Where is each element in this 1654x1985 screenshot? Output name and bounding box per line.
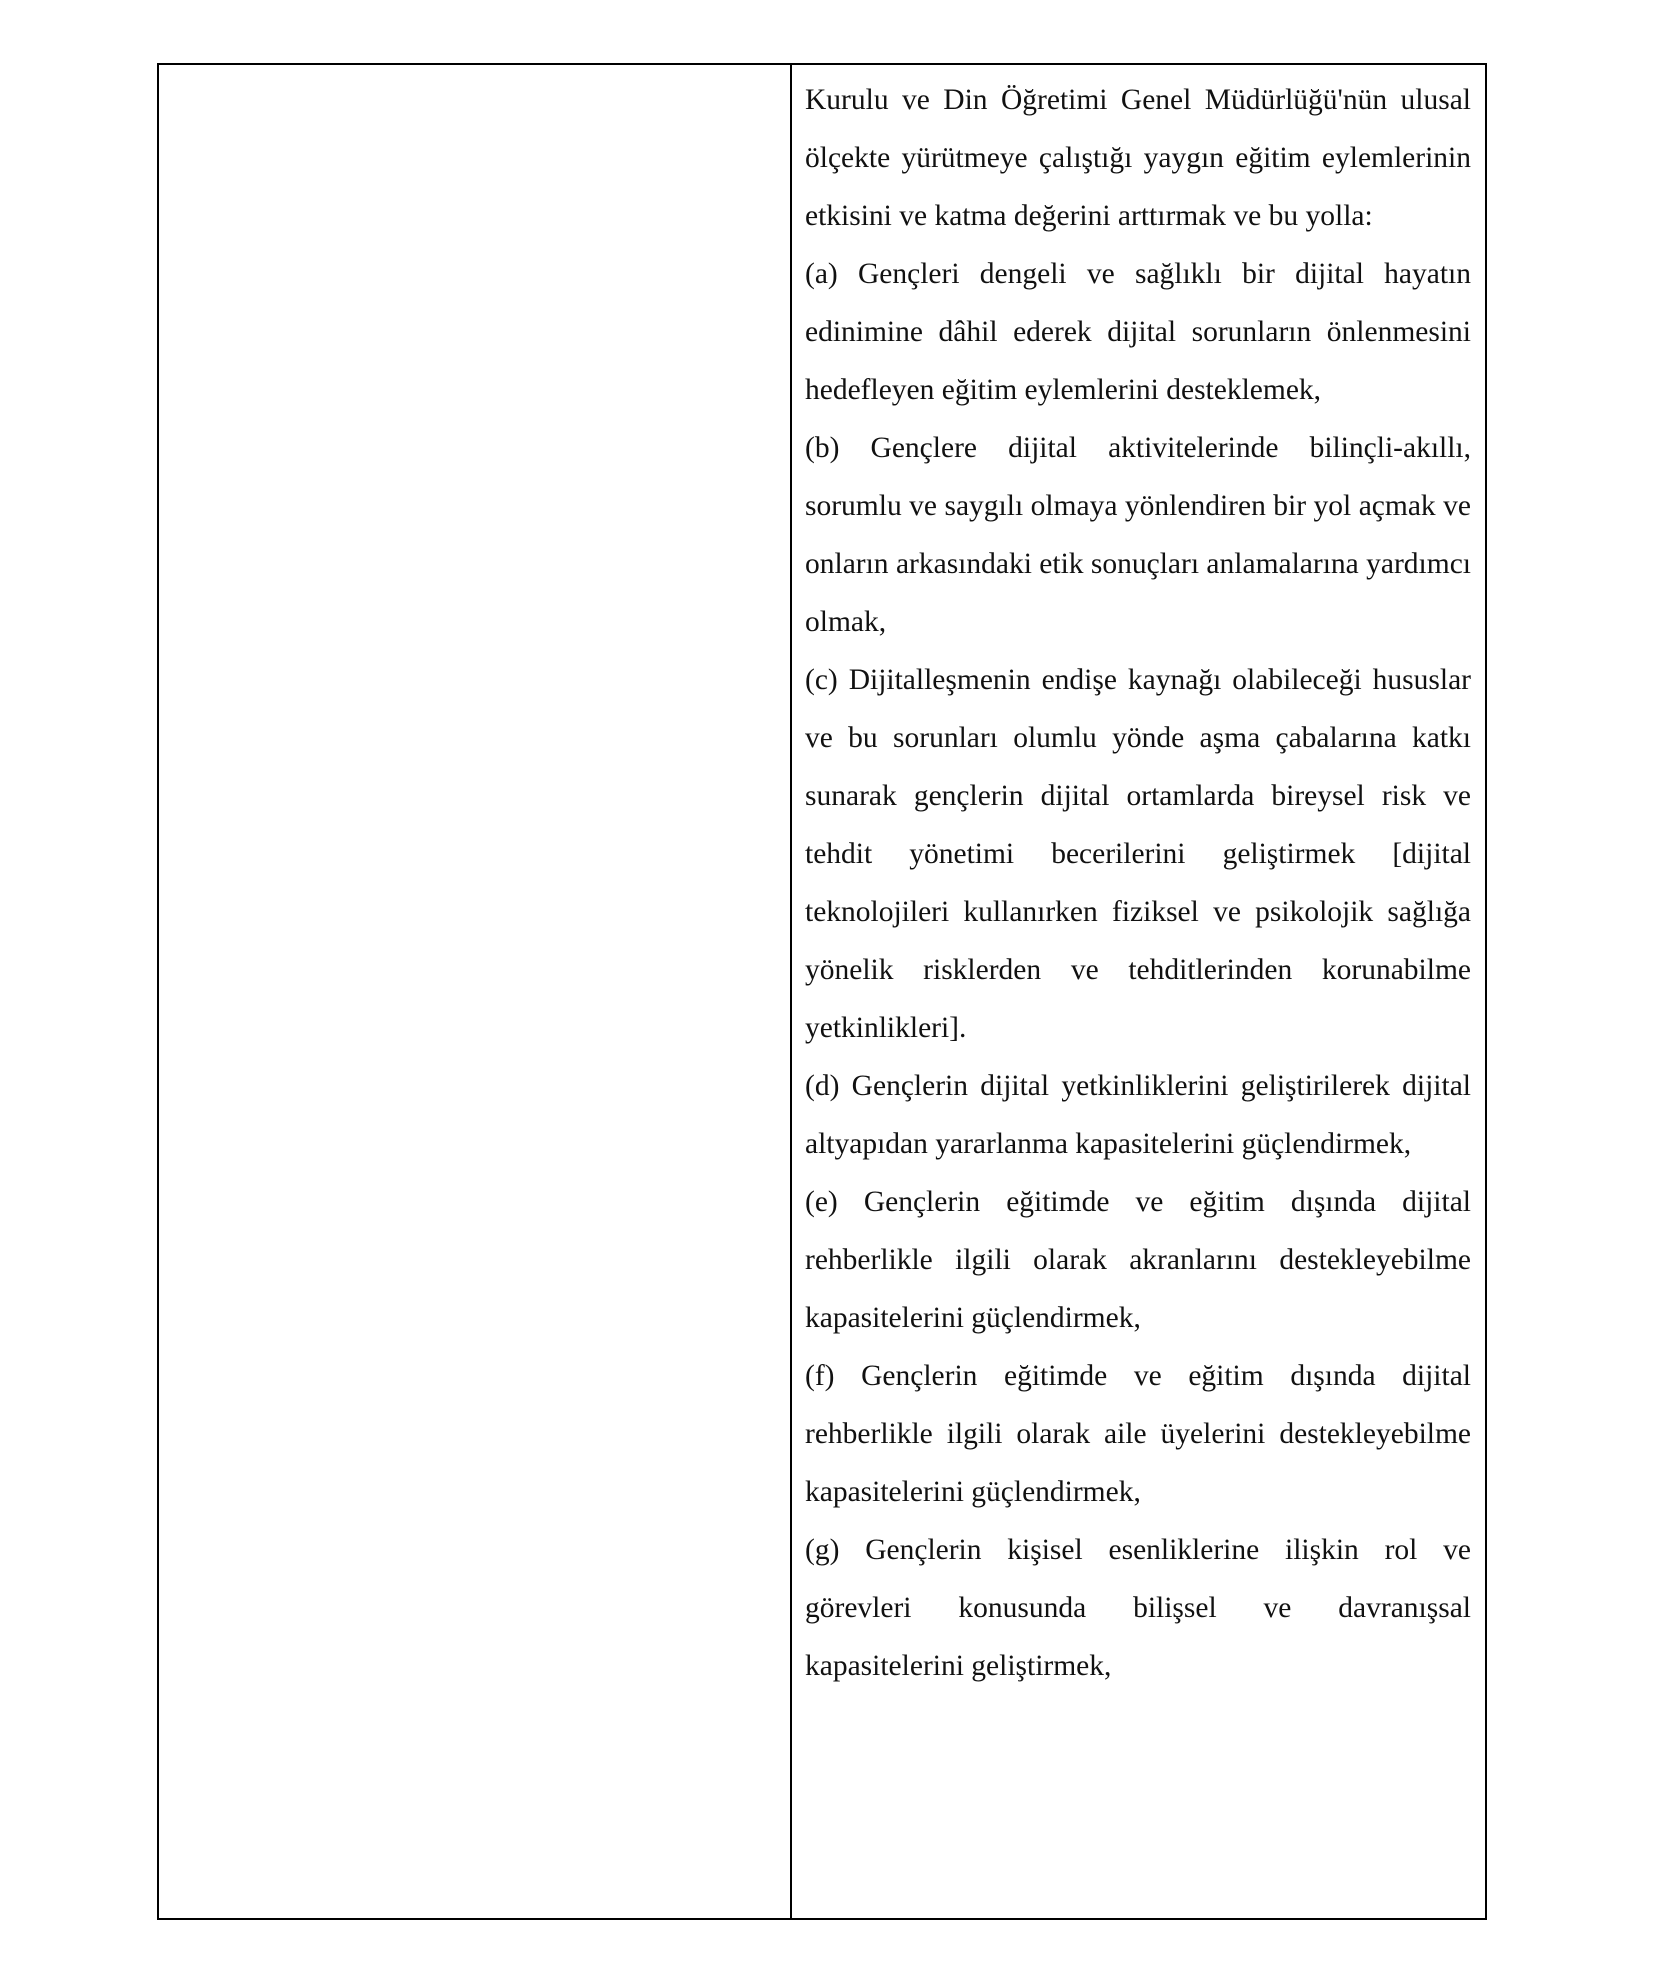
paragraph-item-g: (g) Gençlerin kişisel esenliklerine ilişkin rol ve görevleri konusunda bilişsel ve davranışsal kapasitelerini geliştirmek, [805,1534,1471,1682]
paragraph-item-f: (f) Gençlerin eğitimde ve eğitim dışında dijital rehberlikle ilgili olarak aile üyelerini destekleyebilme kapasitelerini güçlendirmek, [805,1360,1471,1508]
paragraph-item-c: (c) Dijitalleşmenin endişe kaynağı olabileceği hususlar ve bu sorunları olumlu yönde aşma çabalarına katkı sunarak gençlerin dijital ortamlarda bireysel risk ve tehdit yönetimi becerilerini geliştirmek [dijital teknolojileri kullanırken fiziksel ve psikolojik sağlığa yönelik risklerden ve tehditlerinden korunabilme yetkinlikleri]. [805,664,1471,1044]
paragraph-intro: Kurulu ve Din Öğretimi Genel Müdürlüğü'nün ulusal ölçekte yürütmeye çalıştığı yaygın eğitim eylemlerinin etkisini ve katma değerini arttırmak ve bu yolla: [805,84,1471,232]
paragraph-item-a: (a) Gençleri dengeli ve sağlıklı bir dijital hayatın edinimine dâhil ederek dijital sorunların önlenmesini hedefleyen eğitim eylemlerini desteklemek, [805,258,1471,406]
document-table [157,63,1487,1920]
paragraph-item-d: (d) Gençlerin dijital yetkinliklerini geliştirilerek dijital altyapıdan yararlanma kapasitelerini güçlendirmek, [805,1070,1471,1160]
paragraph-item-b: (b) Gençlere dijital aktivitelerinde bilinçli-akıllı, sorumlu ve saygılı olmaya yönlendiren bir yol açmak ve onların arkasındaki etik sonuçları anlamalarına yardımcı olmak, [805,432,1471,638]
right-cell [792,65,1485,1918]
left-cell [159,65,792,1918]
paragraph-item-e: (e) Gençlerin eğitimde ve eğitim dışında dijital rehberlikle ilgili olarak akranlarını destekleyebilme kapasitelerini güçlendirmek, [805,1186,1471,1334]
